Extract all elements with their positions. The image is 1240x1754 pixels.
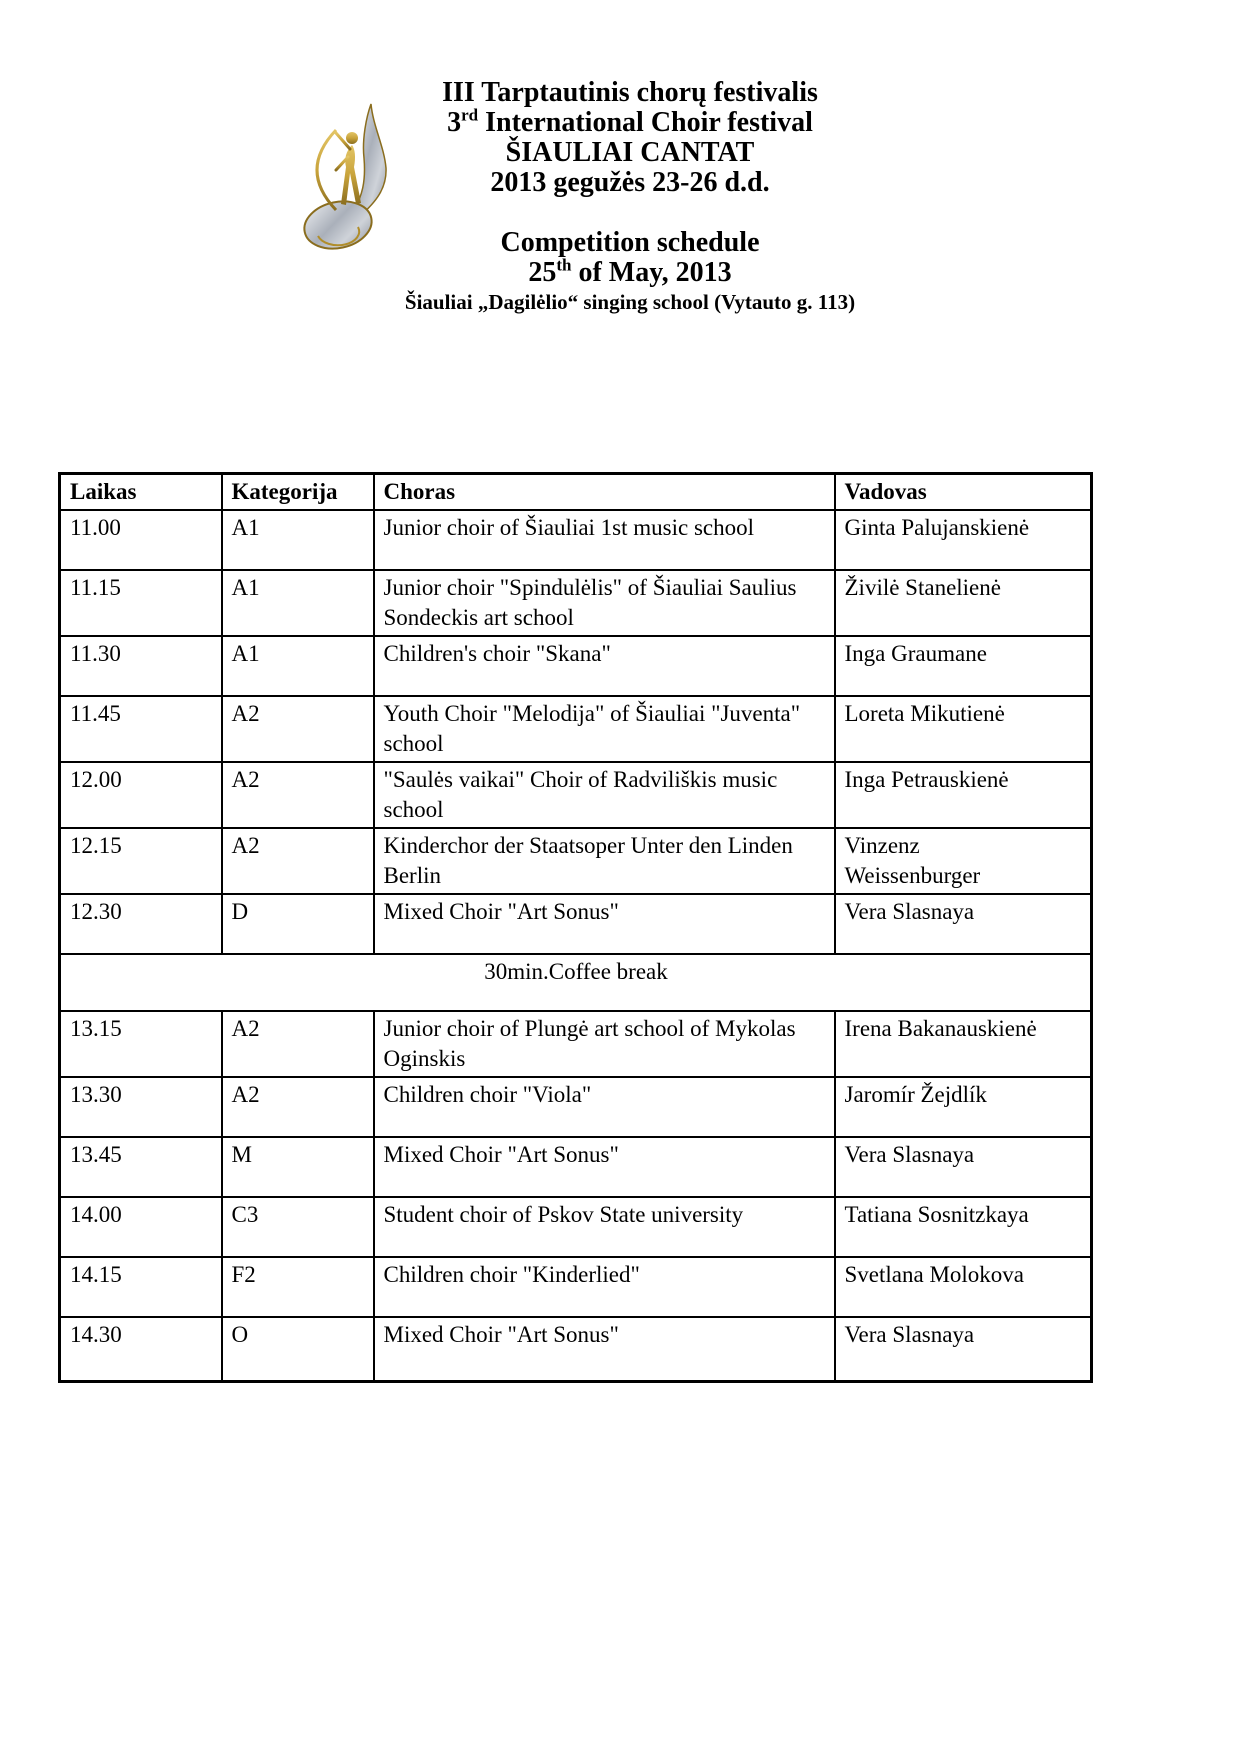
cell-choras: Children choir "Kinderlied" xyxy=(374,1257,835,1317)
cell-laikas: 14.00 xyxy=(60,1197,222,1257)
cell-laikas: 12.00 xyxy=(60,762,222,828)
coffee-break-row xyxy=(60,954,1092,1011)
cell-choras: Youth Choir "Melodija" of Šiauliai "Juventa" school xyxy=(374,696,835,762)
cell-choras: Kinderchor der Staatsoper Unter den Linden Berlin xyxy=(374,828,835,894)
schedule-row xyxy=(60,1077,1092,1137)
cell-laikas: 13.15 xyxy=(60,1011,222,1077)
cell-choras: "Saulės vaikai" Choir of Radviliškis music school xyxy=(374,762,835,828)
title-line-festival-name: ŠIAULIAI CANTAT xyxy=(505,137,755,168)
cell-choras: Junior choir "Spindulėlis" of Šiauliai Saulius Sondeckis art school xyxy=(374,570,835,636)
cell-kategorija: D xyxy=(222,894,374,954)
schedule-row xyxy=(60,828,1092,894)
cell-vadovas: Vera Slasnaya xyxy=(835,894,1092,954)
cell-choras: Mixed Choir "Art Sonus" xyxy=(374,1137,835,1197)
cell-vadovas: Loreta Mikutienė xyxy=(835,696,1092,762)
cell-vadovas: Vera Slasnaya xyxy=(835,1317,1092,1381)
cell-vadovas: Vera Slasnaya xyxy=(835,1137,1092,1197)
cell-vadovas: Jaromír Žejdlík xyxy=(835,1077,1092,1137)
cell-kategorija: A2 xyxy=(222,762,374,828)
schedule-table-body xyxy=(60,510,1092,1381)
cell-choras: Mixed Choir "Art Sonus" xyxy=(374,894,835,954)
cell-laikas: 11.45 xyxy=(60,696,222,762)
cell-kategorija: M xyxy=(222,1137,374,1197)
cell-kategorija: A1 xyxy=(222,570,374,636)
schedule-row xyxy=(60,1011,1092,1077)
cell-vadovas: Vinzenz Weissenburger xyxy=(835,828,1092,894)
ordinal-superscript: rd xyxy=(461,105,479,125)
title-line-en: 3rd International Choir festival xyxy=(447,105,813,138)
schedule-row xyxy=(60,510,1092,570)
schedule-row xyxy=(60,636,1092,696)
cell-laikas: 13.45 xyxy=(60,1137,222,1197)
schedule-row xyxy=(60,1197,1092,1257)
cell-choras: Junior choir of Šiauliai 1st music school xyxy=(374,510,835,570)
ordinal-superscript: th xyxy=(556,255,572,275)
schedule-venue: Šiauliai „Dagilėlio“ singing school (Vytauto g. 113) xyxy=(404,290,856,314)
cell-vadovas: Inga Petrauskienė xyxy=(835,762,1092,828)
cell-kategorija: F2 xyxy=(222,1257,374,1317)
cell-kategorija: A2 xyxy=(222,1077,374,1137)
schedule-subtitle-block xyxy=(30,228,1230,316)
cell-kategorija: A2 xyxy=(222,696,374,762)
column-header-vadovas: Vadovas xyxy=(835,474,1092,511)
cell-choras: Mixed Choir "Art Sonus" xyxy=(374,1317,835,1381)
title-line-dates: 2013 gegužės 23-26 d.d. xyxy=(490,167,770,198)
cell-kategorija: C3 xyxy=(222,1197,374,1257)
cell-laikas: 14.15 xyxy=(60,1257,222,1317)
schedule-table xyxy=(58,472,1093,1383)
schedule-row xyxy=(60,762,1092,828)
schedule-row xyxy=(60,570,1092,636)
cell-choras: Student choir of Pskov State university xyxy=(374,1197,835,1257)
cell-kategorija: A2 xyxy=(222,828,374,894)
header-title-block xyxy=(30,78,1230,198)
schedule-title: Competition schedule xyxy=(500,227,760,258)
coffee-break-label: 30min.Coffee break xyxy=(60,954,1092,1011)
cell-vadovas: Živilė Stanelienė xyxy=(835,570,1092,636)
cell-vadovas: Ginta Palujanskienė xyxy=(835,510,1092,570)
cell-vadovas: Inga Graumane xyxy=(835,636,1092,696)
column-header-laikas: Laikas xyxy=(60,474,222,511)
cell-kategorija: A1 xyxy=(222,636,374,696)
schedule-date: 25th of May, 2013 xyxy=(528,255,732,288)
cell-vadovas: Tatiana Sosnitzkaya xyxy=(835,1197,1092,1257)
cell-laikas: 11.30 xyxy=(60,636,222,696)
schedule-row xyxy=(60,1317,1092,1381)
column-header-choras: Choras xyxy=(374,474,835,511)
cell-vadovas: Svetlana Molokova xyxy=(835,1257,1092,1317)
cell-laikas: 12.30 xyxy=(60,894,222,954)
cell-laikas: 12.15 xyxy=(60,828,222,894)
schedule-row xyxy=(60,1257,1092,1317)
cell-choras: Junior choir of Plungė art school of Mykolas Oginskis xyxy=(374,1011,835,1077)
title-line-lt: III Tarptautinis chorų festivalis xyxy=(442,77,818,108)
cell-laikas: 14.30 xyxy=(60,1317,222,1381)
cell-kategorija: O xyxy=(222,1317,374,1381)
schedule-row xyxy=(60,894,1092,954)
cell-choras: Children choir "Viola" xyxy=(374,1077,835,1137)
cell-laikas: 13.30 xyxy=(60,1077,222,1137)
table-header-row xyxy=(60,474,1092,511)
schedule-row xyxy=(60,696,1092,762)
cell-laikas: 11.00 xyxy=(60,510,222,570)
cell-choras: Children's choir "Skana" xyxy=(374,636,835,696)
cell-kategorija: A2 xyxy=(222,1011,374,1077)
schedule-row xyxy=(60,1137,1092,1197)
cell-laikas: 11.15 xyxy=(60,570,222,636)
cell-kategorija: A1 xyxy=(222,510,374,570)
cell-vadovas: Irena Bakanauskienė xyxy=(835,1011,1092,1077)
column-header-kategorija: Kategorija xyxy=(222,474,374,511)
